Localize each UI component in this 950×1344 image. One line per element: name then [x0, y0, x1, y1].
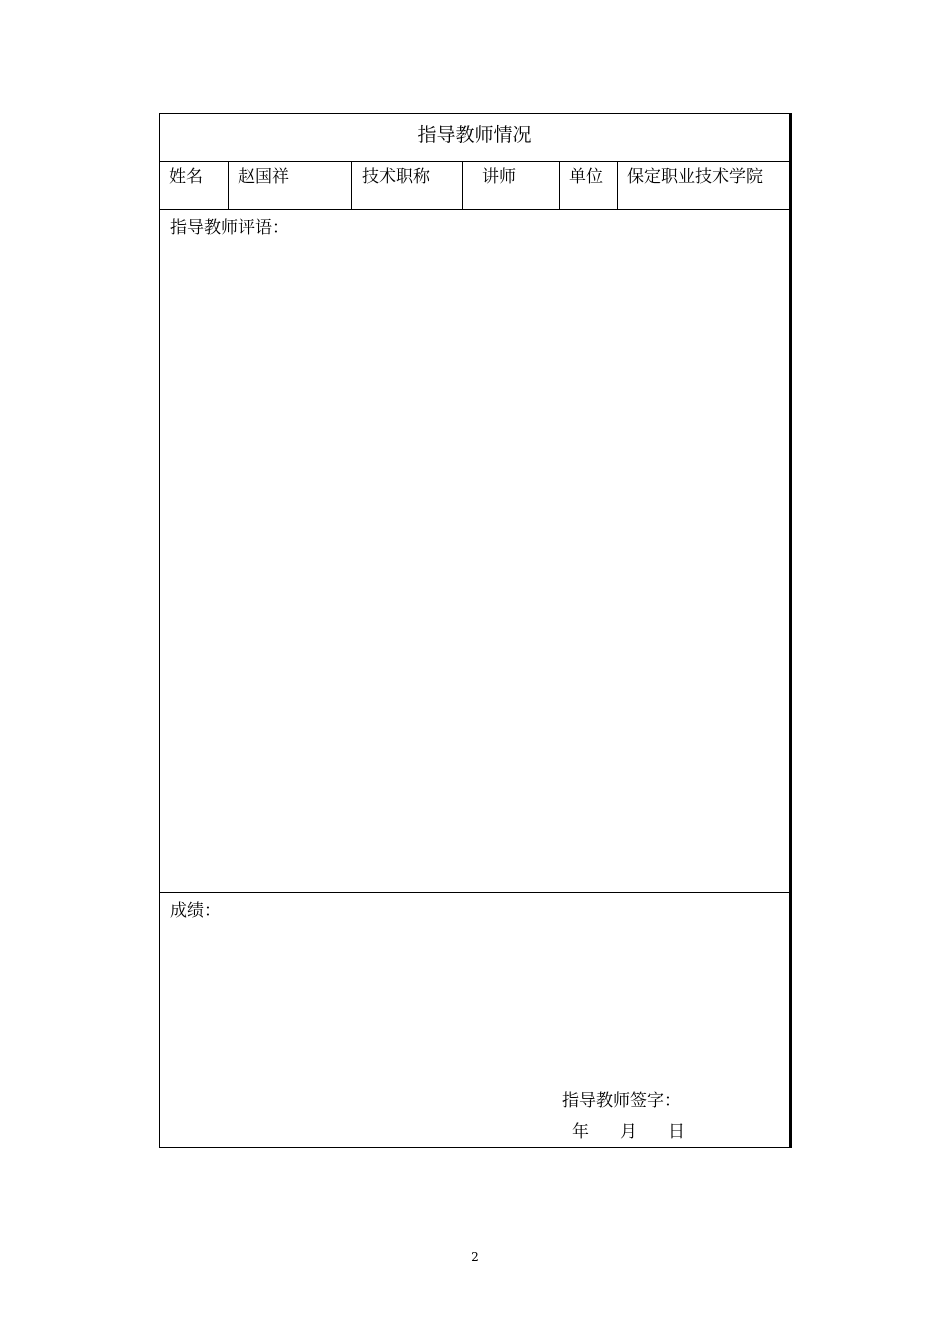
name-value: 赵国祥 — [238, 167, 289, 187]
page-number: 2 — [471, 1250, 479, 1264]
name-value-cell — [228, 162, 351, 209]
date-day-label: 日 — [668, 1122, 685, 1142]
form-title: 指导教师情况 — [160, 114, 789, 162]
title-label: 技术职称 — [362, 167, 430, 187]
name-label-cell — [160, 162, 228, 209]
unit-value: 保定职业技术学院 — [627, 167, 763, 187]
date-month-label: 月 — [620, 1122, 637, 1142]
title-value-cell — [462, 162, 559, 209]
title-label-cell — [351, 162, 462, 209]
advisor-info-row — [160, 162, 789, 210]
advisor-comments-section[interactable] — [160, 210, 789, 893]
unit-label-cell — [559, 162, 617, 209]
grade-section[interactable] — [160, 893, 789, 1147]
name-label: 姓名 — [169, 167, 203, 187]
unit-label: 单位 — [569, 167, 603, 187]
advisor-info-form — [159, 113, 792, 1148]
grade-label: 成绩： — [170, 901, 221, 921]
comments-label: 指导教师评语： — [170, 218, 289, 238]
title-value: 讲师 — [482, 167, 516, 187]
date-year-label: 年 — [572, 1122, 589, 1142]
signature-label: 指导教师签字： — [562, 1091, 681, 1111]
unit-value-cell — [617, 162, 790, 209]
